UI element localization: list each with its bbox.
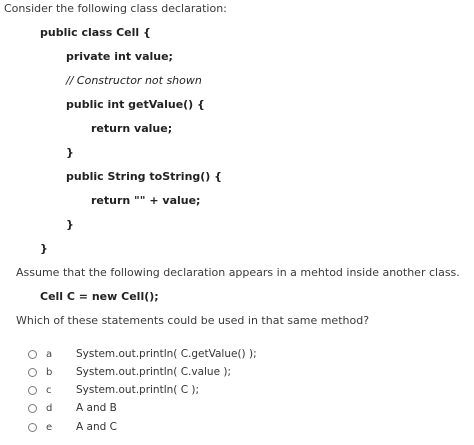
- code-line-field: private int value;: [66, 50, 173, 63]
- option-text: System.out.println( C );: [76, 384, 200, 396]
- code-line-tostring-header: public String toString() {: [66, 170, 222, 183]
- code-line-close-tostring: }: [66, 218, 74, 231]
- assume-text: Assume that the following declaration appears in a mehtod inside another class.: [16, 266, 460, 279]
- option-letter: a: [46, 348, 53, 360]
- option-text: System.out.println( C.value );: [76, 366, 232, 378]
- radio-button[interactable]: [28, 368, 37, 377]
- option-c[interactable]: [28, 381, 448, 399]
- code-line-close-class: }: [40, 242, 48, 255]
- option-text: A and C: [76, 421, 117, 433]
- option-b[interactable]: [28, 363, 448, 381]
- option-e[interactable]: [28, 418, 448, 436]
- question-prompt: Which of these statements could be used in that same method?: [16, 314, 370, 327]
- radio-button[interactable]: [28, 404, 37, 413]
- option-d[interactable]: [28, 399, 448, 417]
- option-letter: d: [46, 402, 53, 414]
- code-line-comment: // Constructor not shown: [66, 74, 202, 87]
- option-letter: b: [46, 366, 53, 378]
- radio-button[interactable]: [28, 350, 37, 359]
- code-line-return-string: return "" + value;: [91, 194, 201, 207]
- radio-button[interactable]: [28, 386, 37, 395]
- radio-button[interactable]: [28, 423, 37, 432]
- option-a[interactable]: [28, 345, 448, 363]
- question-intro: Consider the following class declaration:: [4, 2, 227, 15]
- declaration-code: Cell C = new Cell();: [40, 290, 159, 303]
- code-line-close-getvalue: }: [66, 146, 74, 159]
- option-letter: e: [46, 421, 53, 433]
- option-text: System.out.println( C.getValue() );: [76, 348, 257, 360]
- code-line-getvalue-header: public int getValue() {: [66, 98, 205, 111]
- code-line-class-header: public class Cell {: [40, 26, 151, 39]
- option-letter: c: [46, 384, 52, 396]
- code-line-return-value: return value;: [91, 122, 173, 135]
- option-text: A and B: [76, 402, 117, 414]
